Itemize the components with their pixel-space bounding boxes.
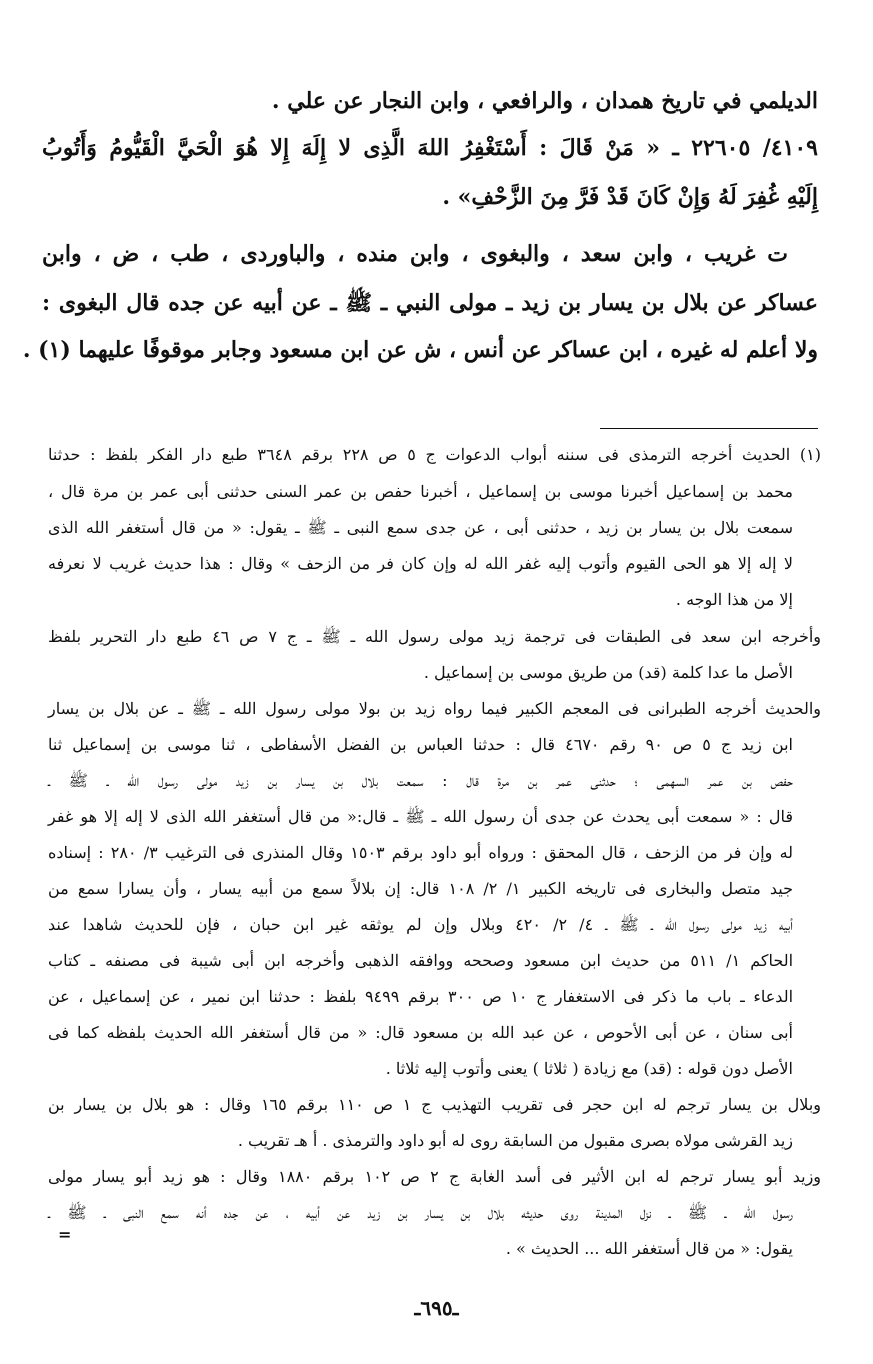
main-line-2: ٤١٠٩/ ٢٢٦٠٥ ـ « مَنْ قَالَ : أَسْتَغْفِرُ اللهَ الَّذِى لا إِلَهَ إِلا هُوَ الْحَيَّ الْقَيُّومُ وَأَتُوبُ [42, 135, 818, 161]
footnote-line-11: قال : « سمعت أبى يحدث عن جدى أن رسول الله ـ ﷺ ـ قال:« من قال أستغفر الله الذى لا إله إلا هو غفر [48, 807, 793, 826]
footnote-line-12: له وإن فر من الزحف ، قال المحقق : ورواه أبو داود برقم ١٥٠٣ وقال المنذرى فى الترغيب ٣/ ٢٨٠ : إسناده [48, 843, 794, 862]
footnote-line-3: سمعت بلال بن يسار بن زيد ، حدثنى أبى ، عن جدى سمع النبى ـ ﷺ ـ يقول: « من قال أستغفر الله الذى [48, 518, 793, 537]
footnote-line-17: أبى سنان ، عن أبى الأحوص ، عن عبد الله بن مسعود قال: « من قال أستغفر الله الحديث بلفظه كما فى [48, 1023, 793, 1042]
main-line-4: ت غريب ، وابن سعد ، والبغوى ، وابن منده ، والباوردى ، طب ، ض ، وابن [42, 241, 788, 267]
footnote-line-22: رسول الله ـ ﷺ ـ نزل المدينة روى حديثه بلال بن يسار بن زيد عن أبيه ، عن جده أنه سمع النبى ـ ﷺ ـ [48, 1203, 793, 1222]
footnote-line-2: محمد بن إسماعيل أخبرنا موسى بن إسماعيل ، أخبرنا حفص بن عمر السنى حدثنى أبى عمر بن مرة قال ، [48, 482, 794, 501]
footnote-line-7: الأصل ما عدا كلمة (قد) من طريق موسى بن إسماعيل . [423, 663, 793, 682]
footnote-line-10: حفص بن عمر السهمى ؛ حدثنى عمر بن مرة قال : سمعت بلال بن يسار بن زيد مولى رسول الله ـ ﷺ ـ [48, 771, 793, 790]
footnote-line-21: وزيد أبو يسار ترجم له ابن الأثير فى أسد الغابة ج ٢ ص ١٠٢ برقم ١٨٨٠ وقال : هو زيد أبو يسار مولى [48, 1167, 822, 1186]
main-line-5: عساكر عن بلال بن يسار بن زيد ـ مولى النبي ـ ﷺ ـ عن أبيه عن جده قال البغوى : [42, 290, 818, 316]
continuation-mark: = [58, 1225, 72, 1244]
footnote-line-16: الدعاء ـ باب ما ذكر فى الاستغفار ج ١٠ ص ٣٠٠ برقم ٩٤٩٩ بلفظ : حدثنا ابن نمير ، عن إسماعيل ، عن [48, 987, 794, 1006]
footnote-line-13: جيد متصل والبخارى فى تاريخه الكبير ١/ ٢/ ١٠٨ قال: إن بلالاً سمع من أبيه يسار ، وأن يسارا سمع من [48, 879, 793, 898]
footnote-line-23: يقول: « من قال أستغفر الله ... الحديث » . [505, 1239, 793, 1258]
footnote-separator [600, 428, 818, 429]
footnote-line-9: ابن زيد ج ٥ ص ٩٠ رقم ٤٦٧٠ قال : حدثنا العباس بن الفضل الأسفاطى ، ثنا موسى بن إسماعيل ثنا [48, 735, 793, 754]
footnote-line-14: أبيه زيد مولى رسول الله ـ ﷺ ـ ٤/ ٢/ ٤٢٠ وبلال وإن لم يوثقه غير ابن حبان ، فإن للحديث شاهدا عند [48, 915, 793, 934]
footnote-line-19: وبلال بن يسار ترجم له ابن حجر فى تقريب التهذيب ج ١ ص ١١٠ برقم ١٦٥ وقال : هو بلال بن يسار بن [48, 1095, 822, 1114]
footnote-line-18: الأصل دون قوله : (قد) مع زيادة ( ثلاثا ) يعنى وأتوب إليه ثلاثا . [385, 1059, 793, 1078]
main-line-1: الديلمي في تاريخ همدان ، والرافعي ، وابن النجار عن علي . [271, 88, 818, 114]
page-number: ـ٦٩٥ـ [414, 1296, 459, 1320]
footnote-line-4: لا إله إلا هو الحى القيوم وأتوب إليه غفر الله له وإن كان فر من الزحف » وقال : هذا حديث غريب لا نعرفه [48, 554, 794, 573]
footnote-line-1: (١) الحديث أخرجه الترمذى فى سننه أبواب الدعوات ج ٥ ص ٢٢٨ برقم ٣٦٤٨ طبع دار الفكر بلفظ : حدثنا [48, 445, 822, 464]
footnote-line-15: الحاكم ١/ ٥١١ من حديث ابن مسعود وصححه ووافقه الذهبى وأخرجه ابن أبى شيبة فى مصنفه ـ كتاب [48, 951, 794, 970]
footnote-line-20: زيد القرشى مولاه بصرى مقبول من السابقة روى له أبو داود والترمذى . أ هـ تقريب . [237, 1131, 793, 1150]
main-line-6: ولا أعلم له غيره ، ابن عساكر عن أنس ، ش عن ابن مسعود وجابر موقوفًا عليهما (١) . [22, 337, 818, 363]
footnote-line-5: إلا من هذا الوجه . [675, 590, 793, 609]
footnote-line-8: والحديث أخرجه الطبرانى فى المعجم الكبير فيما رواه زيد بن بولا مولى رسول الله ـ ﷺ ـ عن بلال بن يسار [48, 699, 821, 718]
main-line-3: إِلَيْهِ غُفِرَ لَهُ وَإِنْ كَانَ قَدْ فَرَّ مِنَ الزَّحْفِ» . [442, 184, 818, 210]
footnote-line-6: وأخرجه ابن سعد فى الطبقات فى ترجمة زيد مولى رسول الله ـ ﷺ ـ ج ٧ ص ٤٦ طبع دار التحرير بلفظ [48, 627, 822, 646]
